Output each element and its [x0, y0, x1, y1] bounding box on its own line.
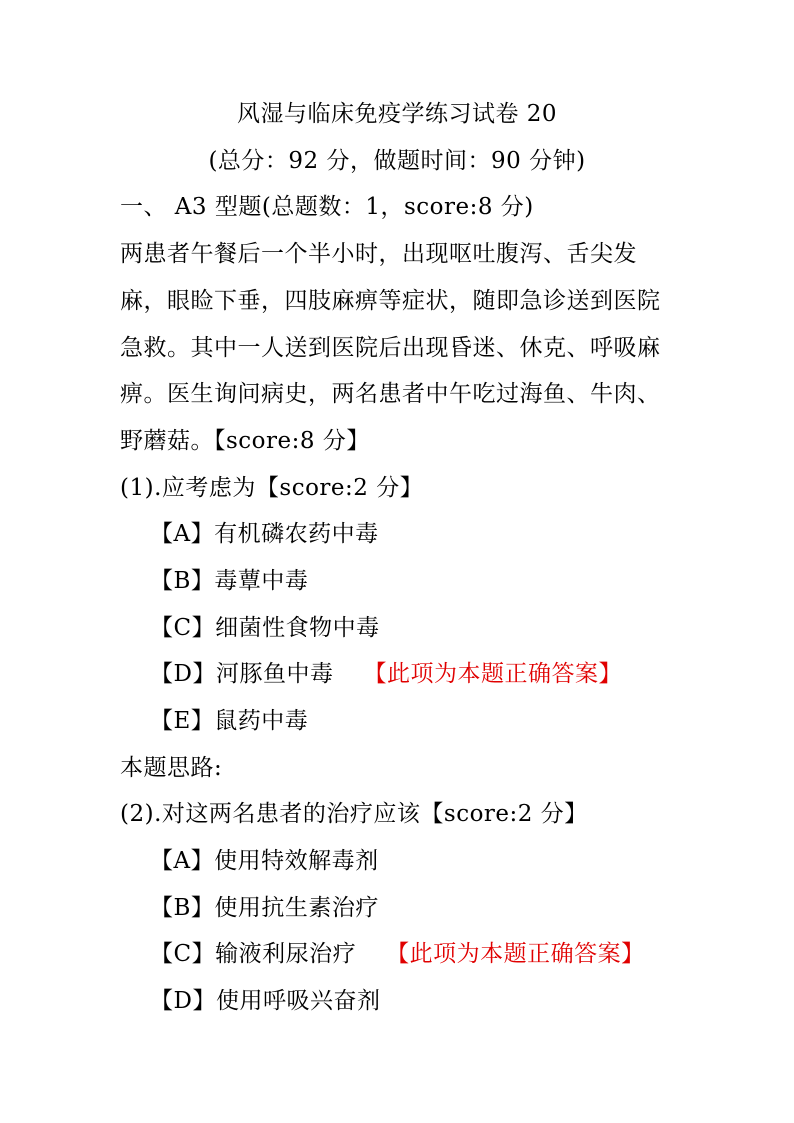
case-line: 两患者午餐后一个半小时，出现呕吐腹泻、舌尖发 — [120, 241, 637, 267]
analysis-label: 本题思路: — [120, 755, 223, 781]
option-text: 【E】鼠药中毒 — [150, 708, 309, 734]
case-line: 麻，眼睑下垂，四肢麻痹等症状，随即急诊送到医院 — [120, 288, 661, 314]
option-text: 【B】毒蕈中毒 — [150, 568, 309, 594]
section-heading: 一、 A3 型题(总题数：1，score:8 分) — [120, 194, 534, 220]
page-title: 风湿与临床免疫学练习试卷 20 — [236, 101, 558, 127]
case-line: 急救。其中一人送到医院后出现昏迷、休克、呼吸麻 — [120, 335, 661, 361]
question-stem: (2).对这两名患者的治疗应该【score:2 分】 — [120, 801, 588, 827]
option-item — [150, 519, 379, 549]
option-text: 【C】细菌性食物中毒 — [150, 615, 380, 641]
option-item — [150, 986, 380, 1016]
option-text: 【A】有机磷农药中毒 — [150, 521, 379, 547]
option-item — [150, 939, 645, 969]
option-item — [150, 566, 308, 596]
case-line: 痹。医生询问病史，两名患者中午吃过海鱼、牛肉、 — [120, 381, 661, 407]
option-item — [150, 659, 622, 689]
option-item — [150, 893, 379, 923]
exam-meta: (总分：92 分，做题时间：90 分钟) — [208, 148, 586, 174]
question-stem: (1).应考虑为【score:2 分】 — [120, 475, 424, 501]
option-item — [150, 613, 380, 643]
option-item — [150, 846, 379, 876]
option-text: 【B】使用抗生素治疗 — [150, 895, 379, 921]
option-text: 【C】输液利尿治疗 — [150, 941, 357, 967]
correct-answer-marker: 【此项为本题正确答案】 — [386, 941, 645, 967]
option-text: 【D】河豚鱼中毒 — [150, 661, 334, 687]
correct-answer-marker: 【此项为本题正确答案】 — [363, 661, 622, 687]
option-text: 【D】使用呼吸兴奋剂 — [150, 988, 381, 1014]
option-item — [150, 706, 308, 736]
case-line: 野蘑菇。【score:8 分】 — [120, 428, 370, 454]
option-text: 【A】使用特效解毒剂 — [150, 848, 379, 874]
